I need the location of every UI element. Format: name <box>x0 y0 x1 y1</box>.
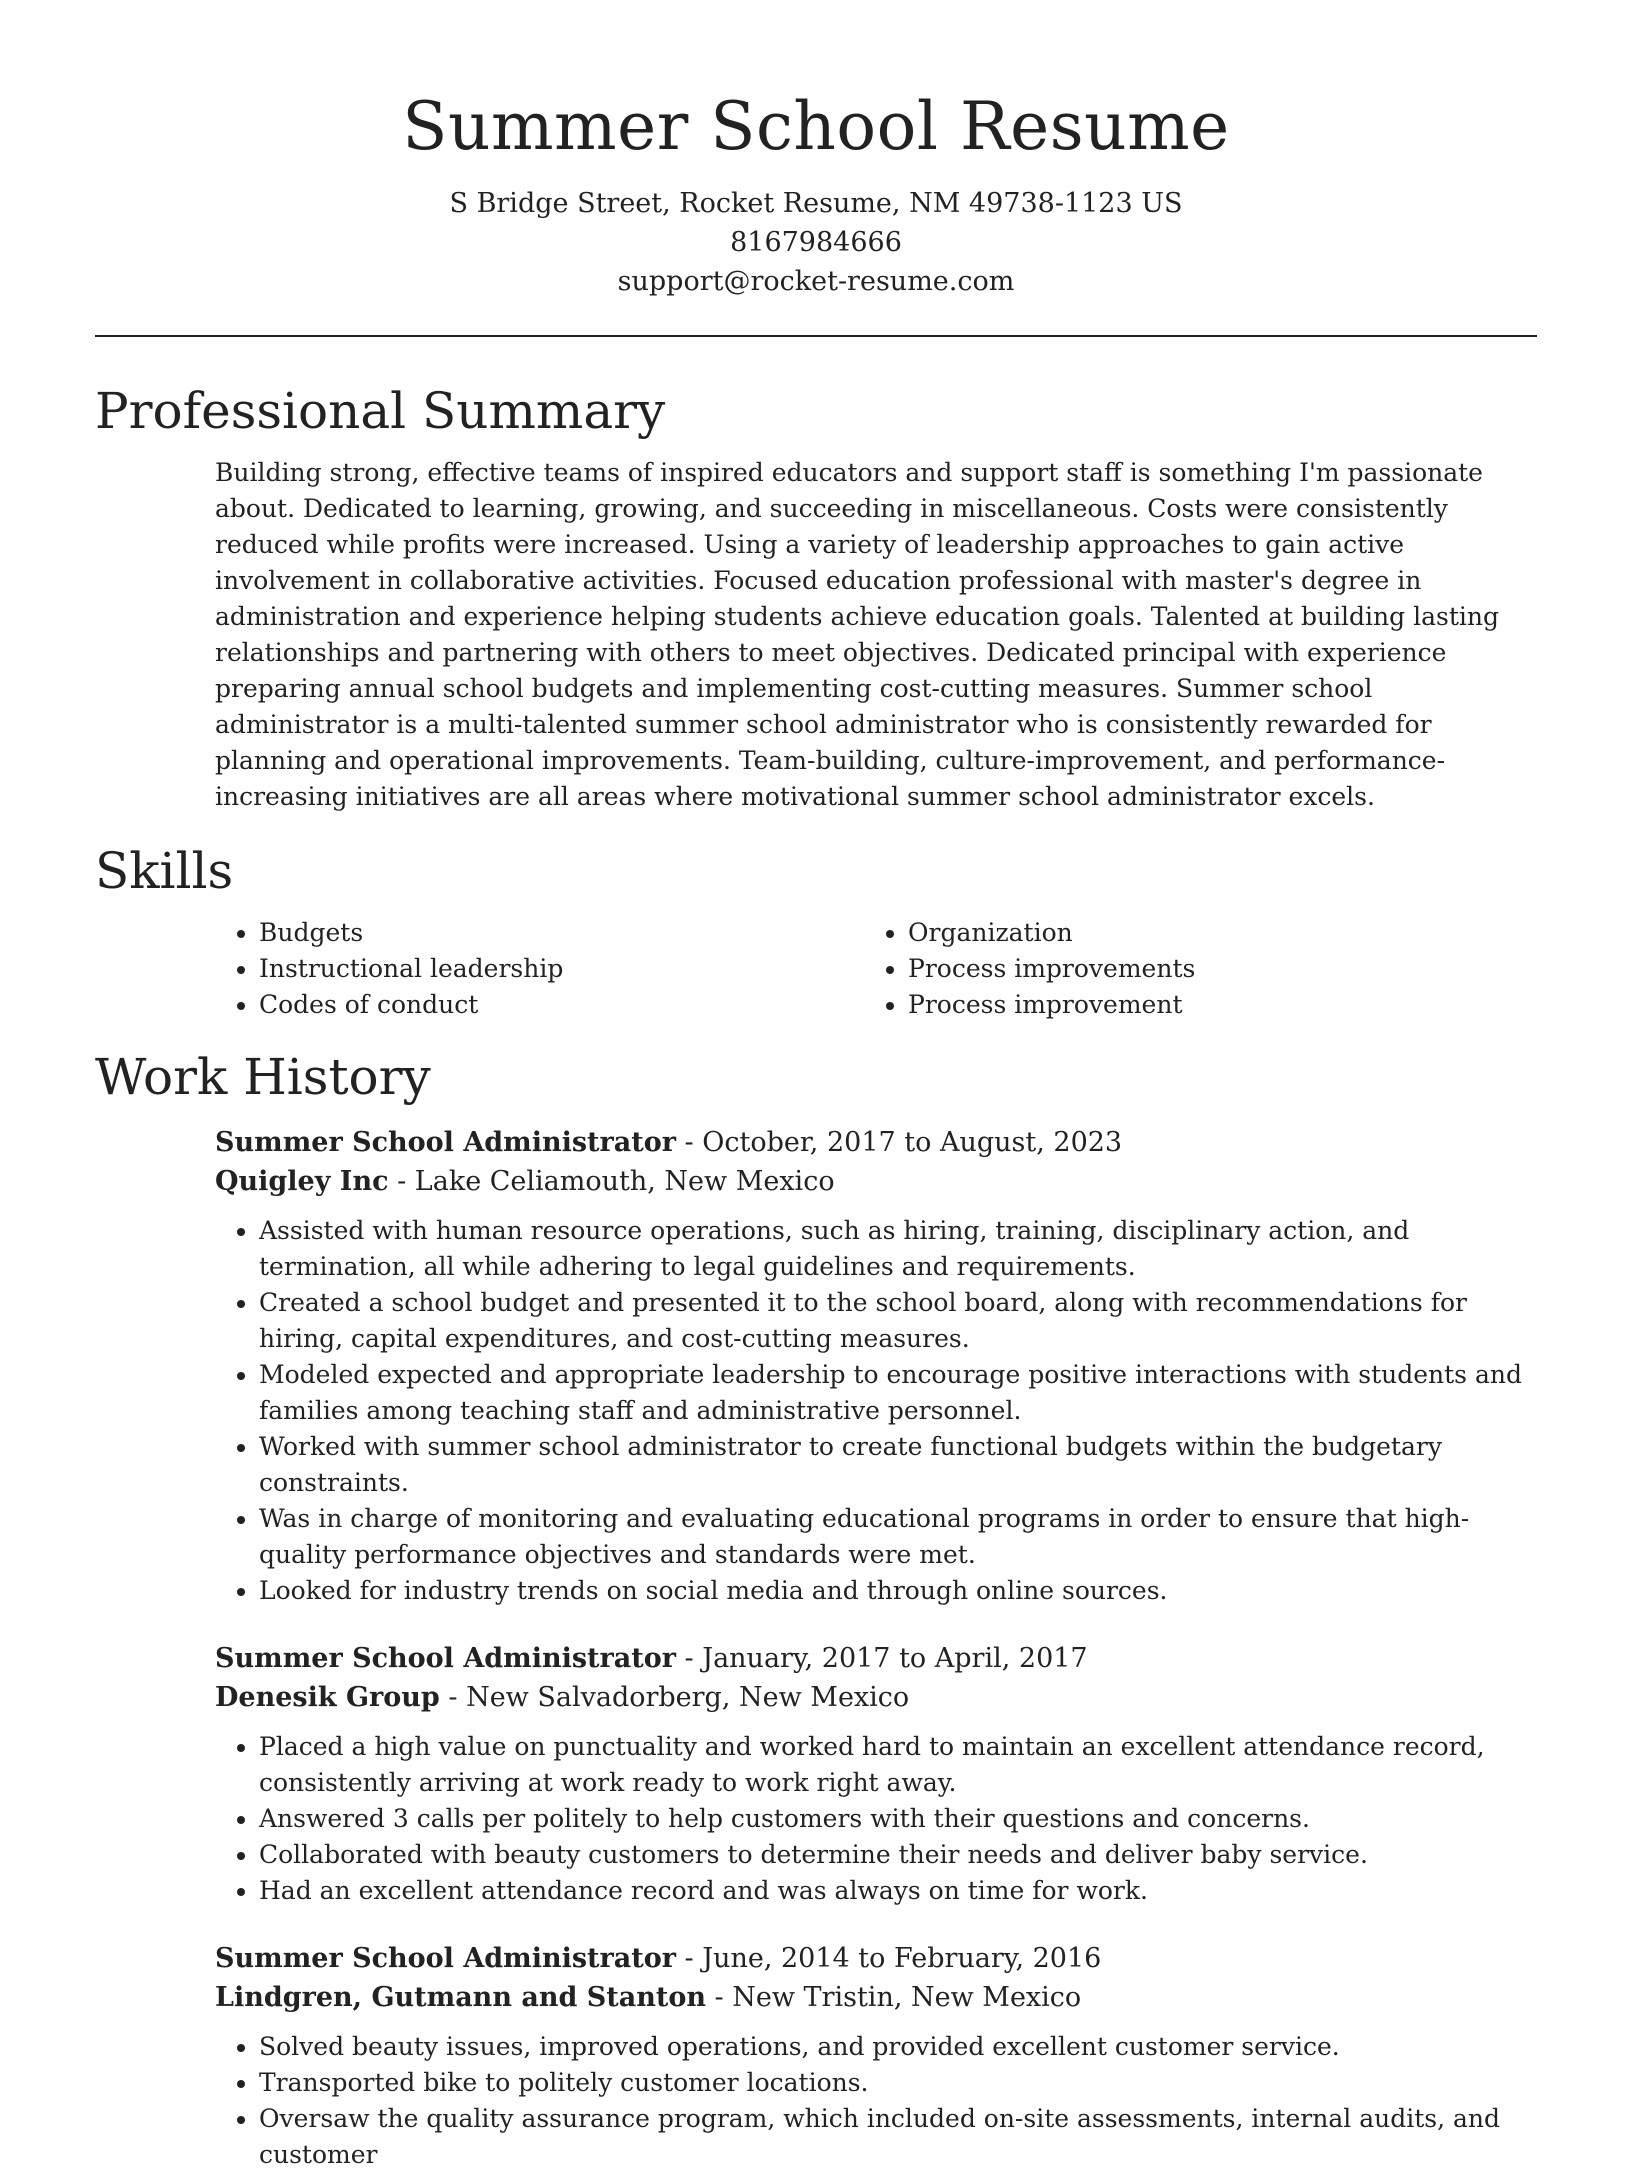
skill-item: • Instructional leadership <box>259 951 864 987</box>
skill-item: • Organization <box>908 915 1468 951</box>
work-history-heading: Work History <box>95 1048 431 1106</box>
job-role: Summer School Administrator <box>215 1643 676 1674</box>
contact-block <box>95 184 1537 301</box>
job-company: Quigley Inc <box>215 1166 389 1197</box>
job-bullet: • Solved beauty issues, improved operations, and provided excellent customer service. <box>259 2029 1537 2065</box>
job-company: Denesik Group <box>215 1682 440 1713</box>
job-title-line <box>215 1123 1537 1162</box>
resume-header <box>95 0 1537 301</box>
job-title-line <box>215 1639 1537 1678</box>
job-dates: - October, 2017 to August, 2023 <box>675 1127 1123 1158</box>
skill-item: • Process improvement <box>908 987 1468 1023</box>
job-role: Summer School Administrator <box>215 1943 676 1974</box>
job-role: Summer School Administrator <box>215 1127 676 1158</box>
job-bullet: • Answered 3 calls per politely to help customers with their questions and concerns. <box>259 1801 1537 1837</box>
job-bullet: • Worked with summer school administrator to create functional budgets within the budgetary constraints. <box>259 1429 1537 1501</box>
job-bullet: • Placed a high value on punctuality and worked hard to maintain an excellent attendance record, consistently arriving at work ready to work right away. <box>259 1729 1537 1801</box>
job-bullet: • Was in charge of monitoring and evaluating educational programs in order to ensure that high-quality performance objectives and standards were met. <box>259 1501 1537 1573</box>
skill-item: • Codes of conduct <box>259 987 864 1023</box>
job-bullet: • Had an excellent attendance record and was always on time for work. <box>259 1873 1537 1909</box>
job-bullet: • Collaborated with beauty customers to determine their needs and deliver baby service. <box>259 1837 1537 1873</box>
header-divider <box>95 335 1537 337</box>
skill-item: • Budgets <box>259 915 864 951</box>
skills-grid <box>215 915 1537 1023</box>
job-entry <box>215 1123 1537 1609</box>
job-entry <box>215 1639 1537 1909</box>
job-bullet: • Assisted with human resource operations, such as hiring, training, disciplinary action, and termination, all while adhering to legal guidelines and requirements. <box>259 1213 1537 1285</box>
summary-heading: Professional Summary <box>95 382 666 440</box>
skills-heading: Skills <box>95 842 234 900</box>
job-location: - Lake Celiamouth, New Mexico <box>388 1166 835 1197</box>
job-location: - New Tristin, New Mexico <box>705 1982 1082 2013</box>
address-line: S Bridge Street, Rocket Resume, NM 49738-1123 US <box>449 188 1183 219</box>
job-company-line <box>215 1678 1537 1717</box>
job-bullet: • Oversaw the quality assurance program, which included on-site assessments, internal audits, and customer <box>259 2101 1537 2173</box>
job-entry <box>215 1939 1537 2173</box>
job-dates: - January, 2017 to April, 2017 <box>675 1643 1088 1674</box>
job-location: - New Salvadorberg, New Mexico <box>439 1682 910 1713</box>
email-line: support@rocket-resume.com <box>617 266 1015 297</box>
job-bullet: • Modeled expected and appropriate leadership to encourage positive interactions with students and families among teaching staff and administrative personnel. <box>259 1357 1537 1429</box>
skills-column-right <box>864 915 1468 1023</box>
job-bullet: • Created a school budget and presented it to the school board, along with recommendations for hiring, capital expenditures, and cost-cutting measures. <box>259 1285 1537 1357</box>
resume-title: Summer School Resume <box>402 88 1230 165</box>
skill-item: • Process improvements <box>908 951 1468 987</box>
phone-line: 8167984666 <box>730 227 902 258</box>
job-bullet: • Transported bike to politely customer locations. <box>259 2065 1537 2101</box>
job-bullet-list <box>215 1729 1537 1909</box>
job-dates: - June, 2014 to February, 2016 <box>675 1943 1102 1974</box>
job-bullet: • Looked for industry trends on social media and through online sources. <box>259 1573 1537 1609</box>
summary-text: Building strong, effective teams of inspired educators and support staff is something I'm passionate about. Dedicated to learning, growing, and succeeding in miscellaneous. Costs were consistently reduced while profits were increased. Using a variety of leadership approaches to gain active involvement in collaborative activities. Focused education professional with master's degree in administration and experience helping students achieve education goals. Talented at building lasting relationships and partnering with others to meet objectives. Dedicated principal with experience preparing annual school budgets and implementing cost-cutting measures. Summer school administrator is a multi-talented summer school administrator who is consistently rewarded for planning and operational improvements. Team-building, culture-improvement, and performance-increasing initiatives are all areas where motivational summer school administrator excels. <box>215 458 1499 811</box>
job-company-line <box>215 1162 1537 1201</box>
skills-column-left <box>215 915 864 1023</box>
job-company-line <box>215 1978 1537 2017</box>
job-bullet-list <box>215 1213 1537 1609</box>
job-title-line <box>215 1939 1537 1978</box>
job-company: Lindgren, Gutmann and Stanton <box>215 1982 706 2013</box>
job-bullet-list <box>215 2029 1537 2173</box>
